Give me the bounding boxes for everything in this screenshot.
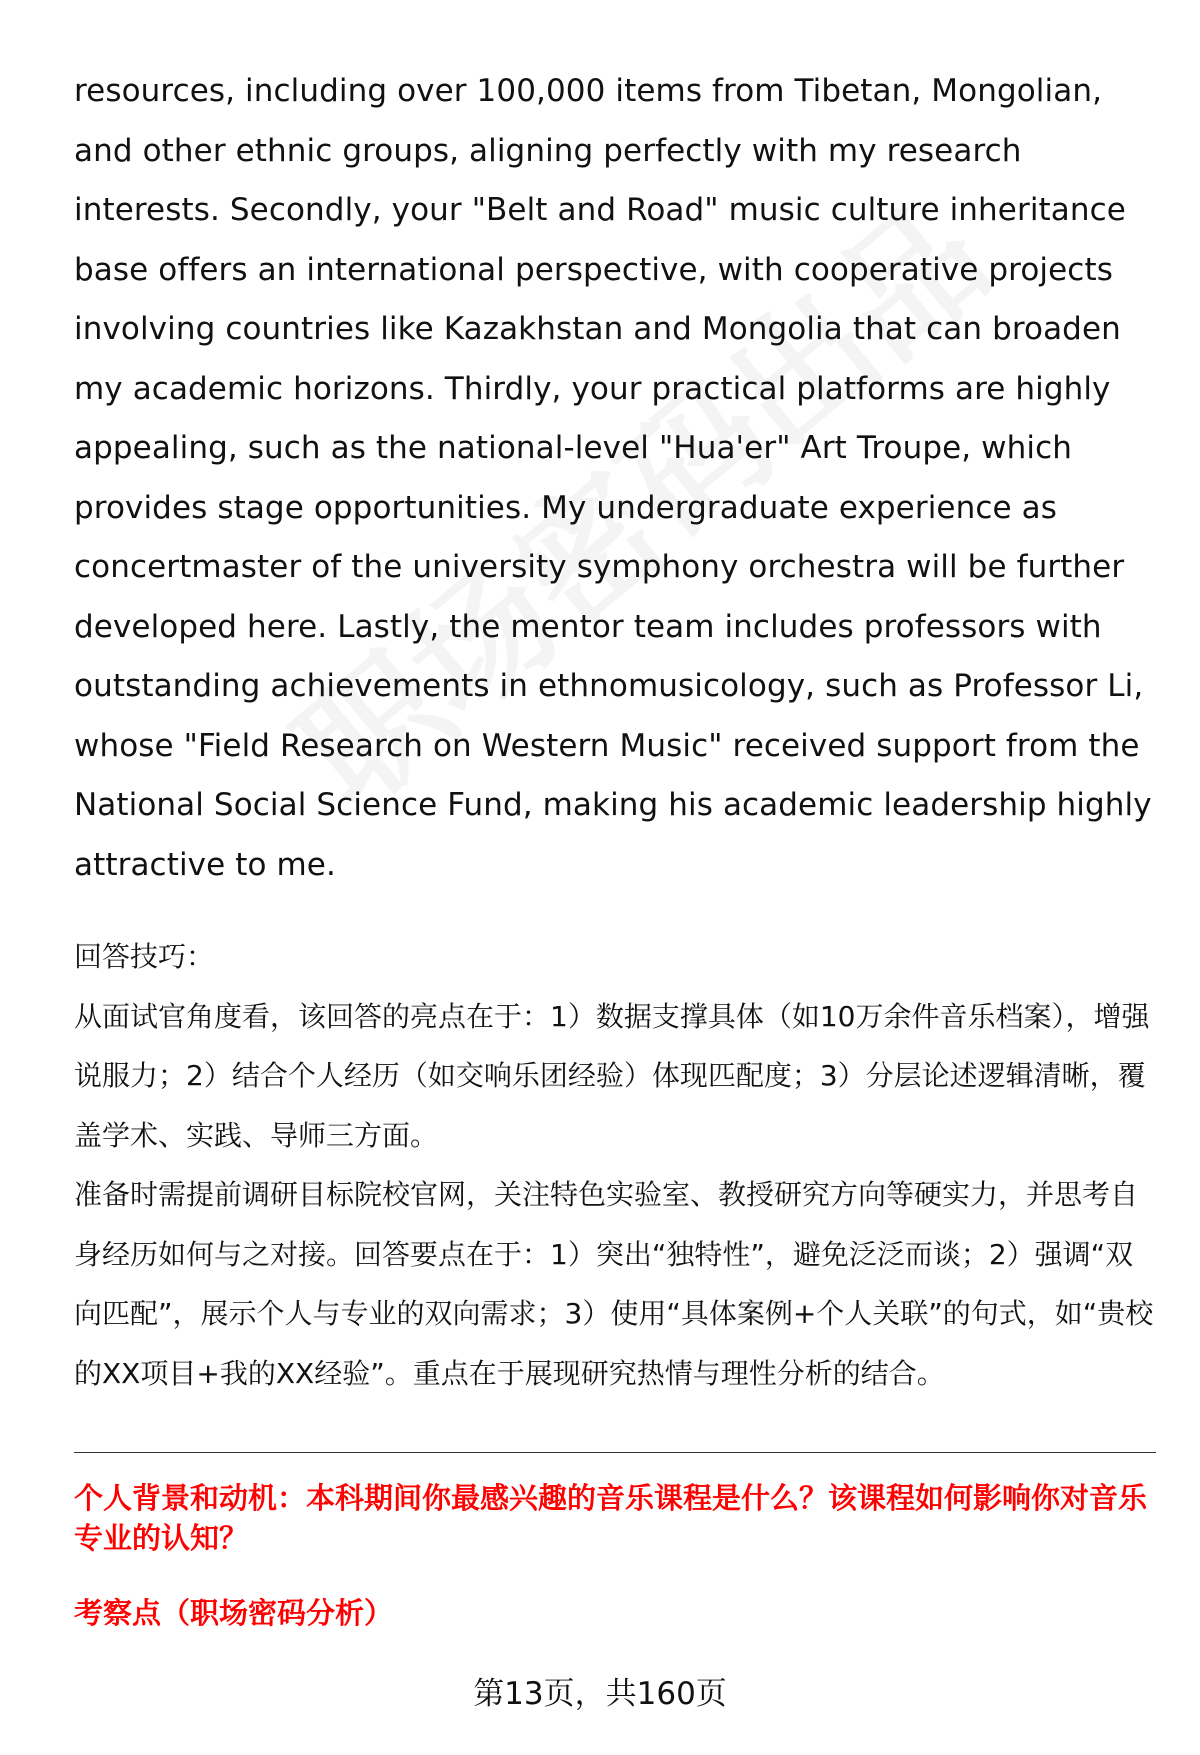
tips-title: 回答技巧： (74, 940, 215, 973)
exam-point-label: 考察点（职场密码分析） (74, 1596, 394, 1630)
section-divider (74, 1452, 1156, 1453)
next-question-heading: 个人背景和动机：本科期间你最感兴趣的音乐课程是什么？该课程如何影响你对音乐专业的认知？ (74, 1481, 1148, 1555)
tips-paragraph-2: 准备时需提前调研目标院校官网，关注特色实验室、教授研究方向等硬实力，并思考自身经历如何与之对接。回答要点在于：1）突出“独特性”，避免泛泛而谈；2）强调“双向匹配”，展示个人与专业的双向需求；3）使用“具体案例+个人关联”的句式，如“贵校的XX项目+我的XX经验”。重点在于展现研究热情与理性分析的结合。 (74, 1178, 1154, 1390)
page-number-footer: 第13页，共160页 (473, 1676, 727, 1712)
page-content (74, 62, 1156, 1403)
tips-paragraph-1: 从面试官角度看，该回答的亮点在于：1）数据支撑具体（如10万余件音乐档案），增强说服力；2）结合个人经历（如交响乐团经验）体现匹配度；3）分层论述逻辑清晰，覆盖学术、实践、导师三方面。 (74, 999, 1150, 1152)
answer-english-paragraph: resources, including over 100,000 items from Tibetan, Mongolian, and other ethnic groups, aligning perfectly with my research interests. Secondly, your "Belt and Road" music culture inheritance base offers an international perspective, with cooperative projects involving countries like Kazakhstan and Mongolia that can broaden my academic horizons. Thirdly, your practical platforms are highly appealing, such as the national-level "Hua'er" Art Troupe, which provides stage opportunities. My undergraduate experience as concertmaster of the university symphony orchestra will be further developed here. Lastly, the mentor team includes professors with outstanding achievements in ethnomusicology, such as Professor Li, whose "Field Research on Western Music" received support from the National Social Science Fund, making his academic leadership highly attractive to me. (74, 73, 1152, 883)
